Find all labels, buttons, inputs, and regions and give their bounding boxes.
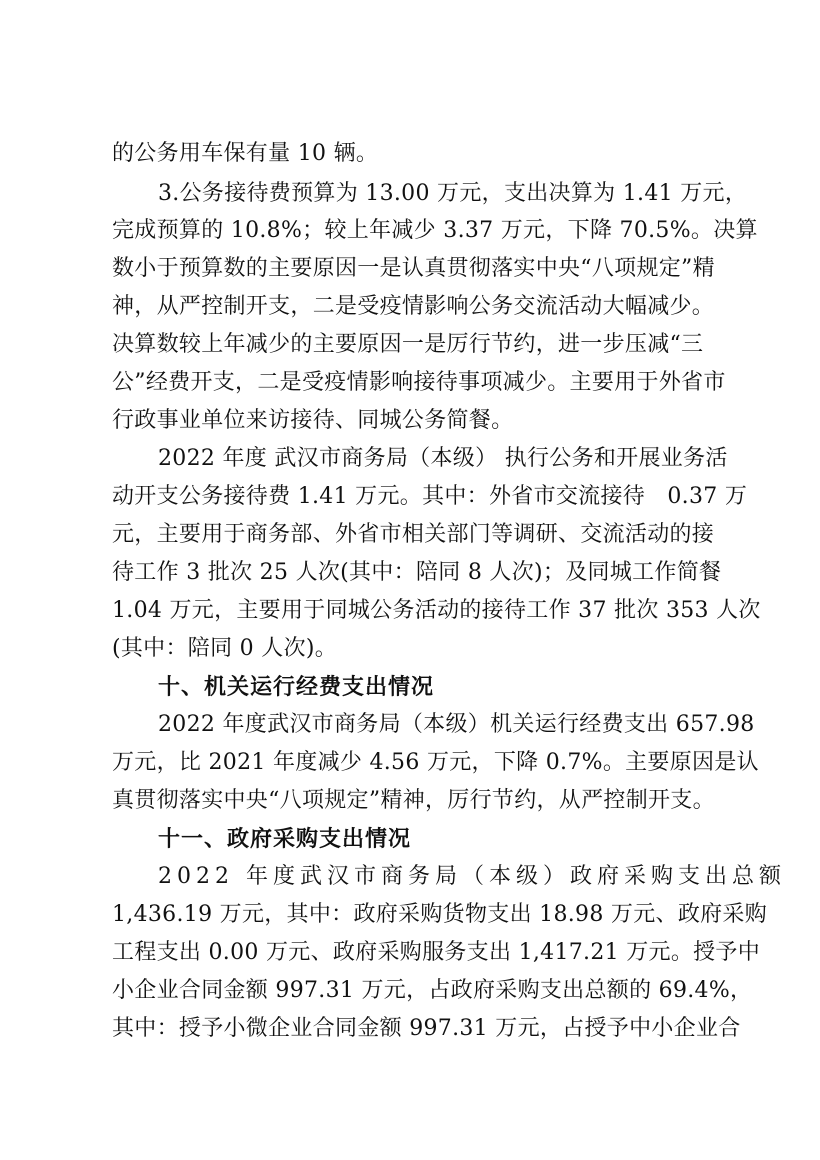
text-line: 1.04 万元，主要用于同城公务活动的接待工作 37 批次 353 人次 [112,598,761,623]
text-line: 行政事业单位来访接待、同城公务简餐。 [112,408,514,433]
text-line: 待工作 3 批次 25 人次(其中：陪同 8 人次)；及同城工作简餐 [112,560,722,585]
text-line: 1,436.19 万元，其中：政府采购货物支出 18.98 万元、政府采购 [112,902,768,927]
text-line: 动开支公务接待费 1.41 万元。其中：外省市交流接待 0.37 万 [112,484,748,509]
section-heading: 十一、政府采购支出情况 [158,826,412,852]
text-line: 元，主要用于商务部、外省市相关部门等调研、交流活动的接 [112,522,715,547]
text-line: (其中：陪同 0 人次)。 [112,636,338,661]
text-line: 万元，比 2021 年度减少 4.56 万元，下降 0.7%。主要原因是认 [112,750,759,775]
text-line: 真贯彻落实中央“八项规定”精神，厉行节约，从严控制开支。 [112,788,715,813]
text-line: 决算数较上年减少的主要原因一是厉行节约，进一步压减“三 [112,332,704,357]
text-line: 2022 年度武汉市商务局（本级）机关运行经费支出 657.98 [158,712,755,737]
text-line: 2022 年度 武汉市商务局（本级） 执行公务和开展业务活 [158,446,728,471]
text-line: 3.公务接待费预算为 13.00 万元，支出决算为 1.41 万元， [158,181,748,206]
text-line: 公”经费开支，二是受疫情影响接待事项减少。主要用于外省市 [112,370,726,395]
text-line: 的公务用车保有量 10 辆。 [112,141,379,166]
text-line: 2022 年度武汉市商务局（本级）政府采购支出总额 [158,864,786,889]
text-line: 工程支出 0.00 万元、政府采购服务支出 1,417.21 万元。授予中 [112,940,761,965]
text-line: 小企业合同金额 997.31 万元，占政府采购支出总额的 69.4%， [112,978,753,1003]
text-line: 神，从严控制开支，二是受疫情影响公务交流活动大幅减少。 [112,294,715,319]
text-line: 其中：授予小微企业合同金额 997.31 万元，占授予中小企业合 [112,1016,741,1041]
section-heading: 十、机关运行经费支出情况 [158,674,435,700]
text-line: 数小于预算数的主要原因一是认真贯彻落实中央“八项规定”精 [112,256,715,281]
text-line: 完成预算的 10.8%；较上年减少 3.37 万元，下降 70.5%。决算 [112,218,758,243]
